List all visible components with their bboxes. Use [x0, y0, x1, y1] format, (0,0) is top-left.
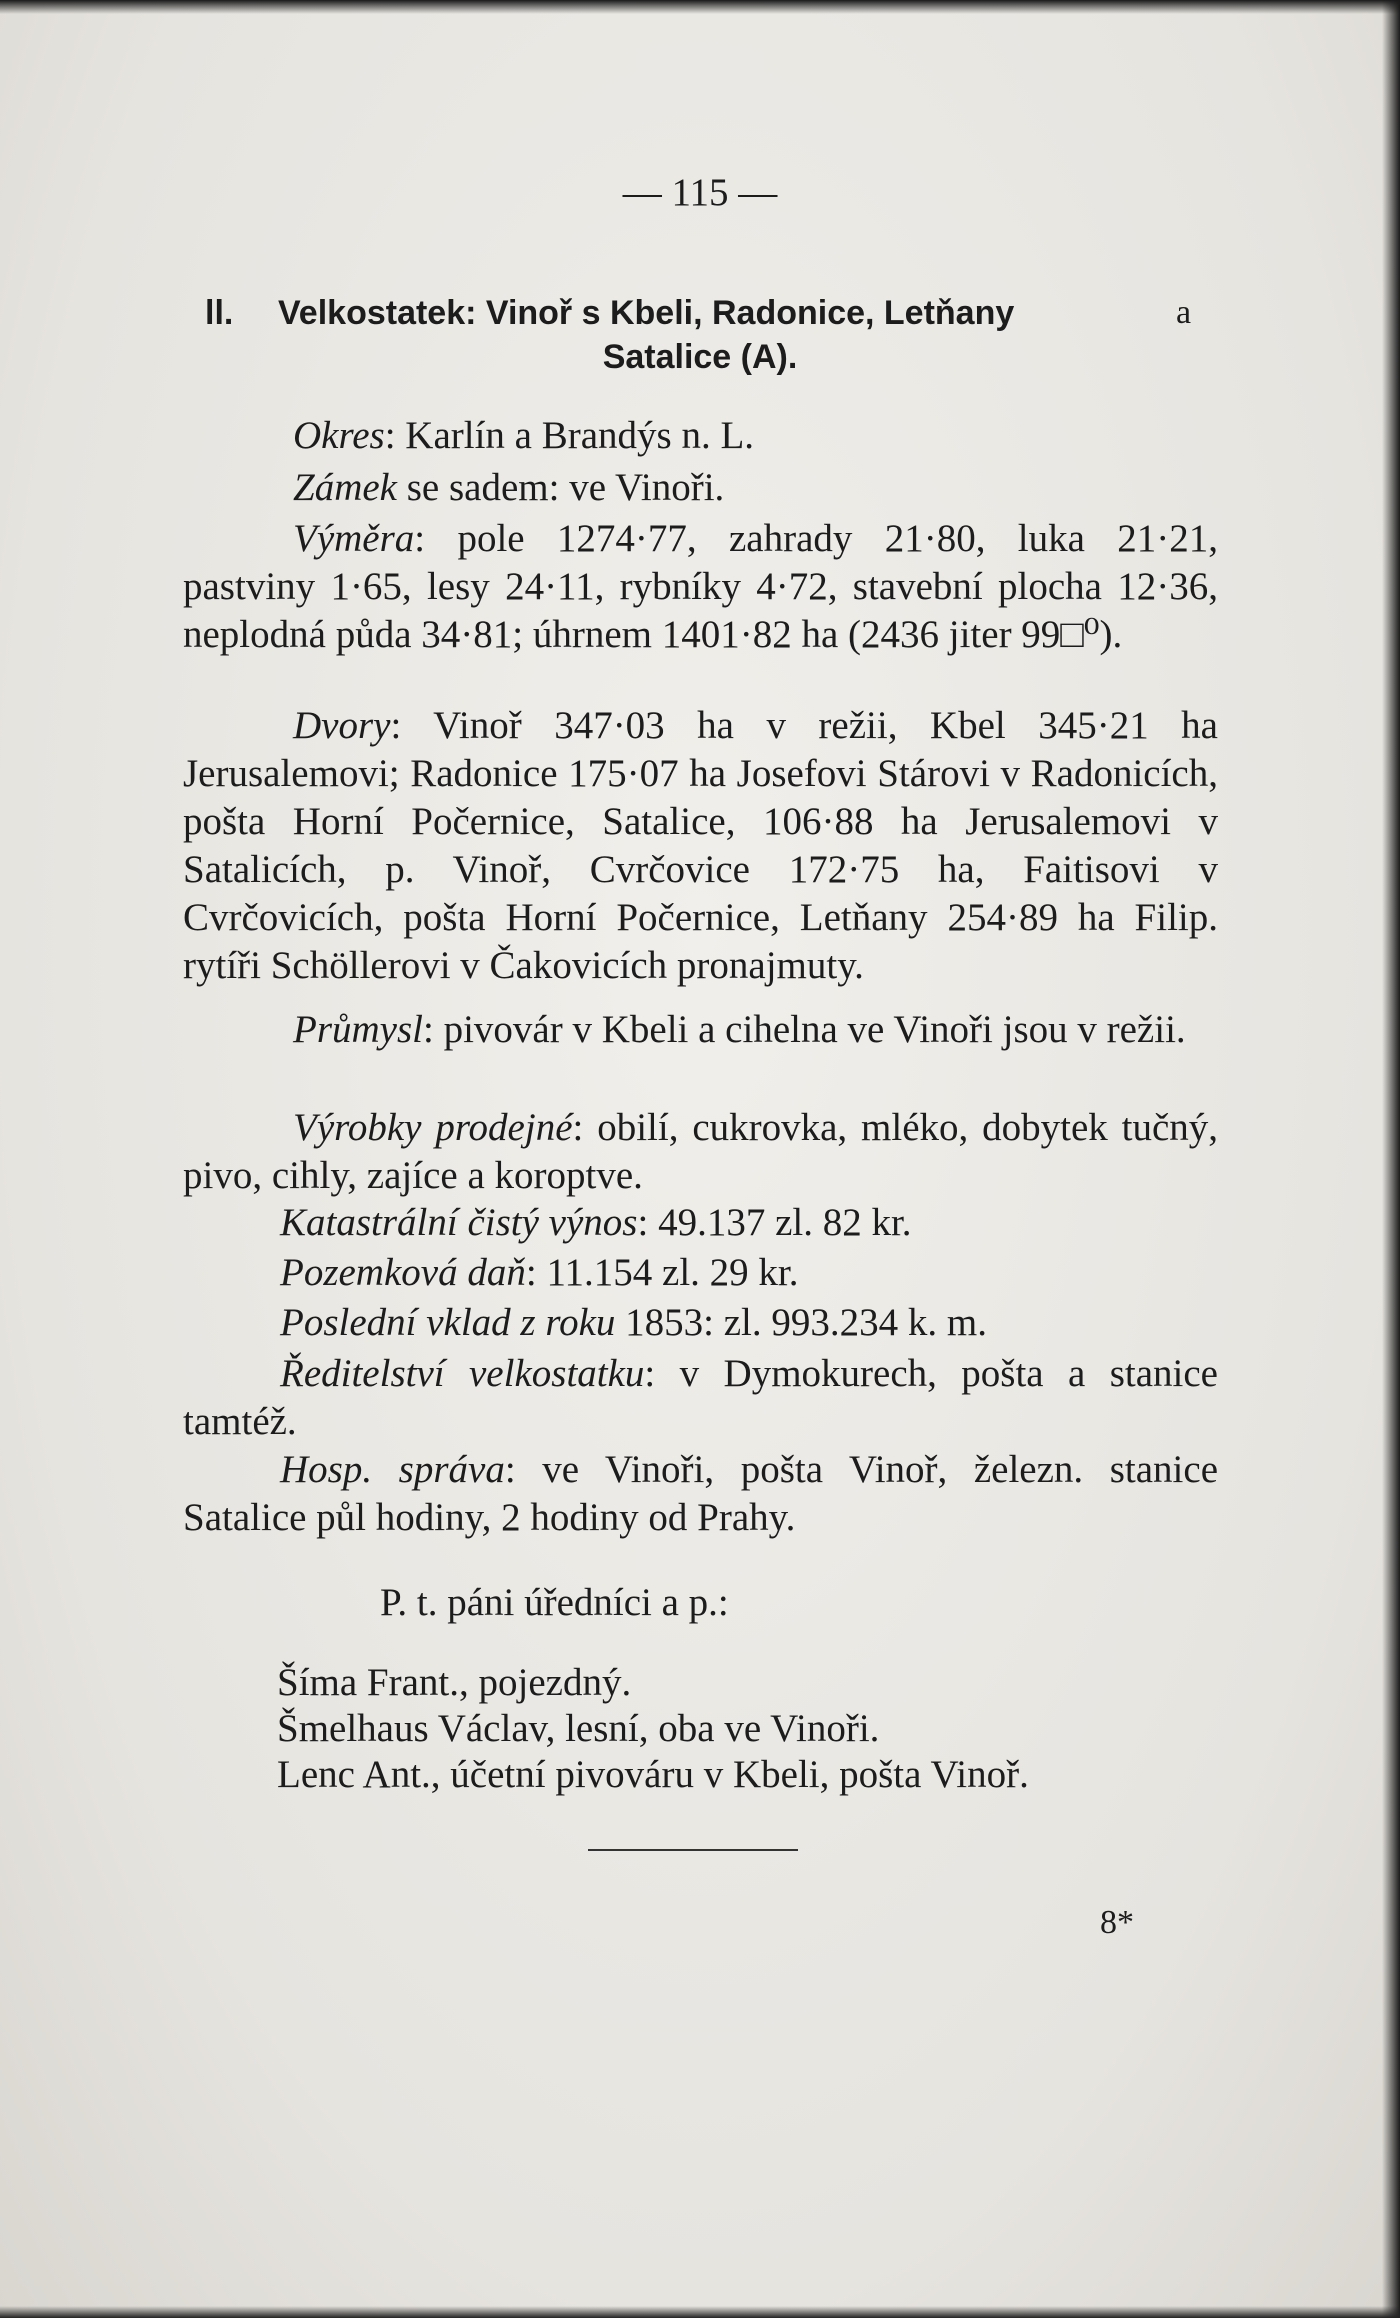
scan-edge-bottom — [0, 2306, 1400, 2318]
entry-label: Okres — [293, 414, 385, 457]
heading-title-line1: Velkostatek: Vinoř s Kbeli, Radonice, Letňany — [278, 294, 1015, 332]
scan-edge-top — [0, 0, 1400, 14]
entry-label: Pozemková daň — [280, 1251, 526, 1294]
entry-label: Zámek — [293, 466, 397, 509]
entry-label: Katastrální čistý výnos — [280, 1201, 638, 1244]
entry-label: Výrobky prodejné — [293, 1106, 573, 1149]
entry-vyrobky: Výrobky prodejné: obilí, cukrovka, mléko, dobytek tučný, pivo, cihly, zajíce a koroptve. — [183, 1106, 1219, 1197]
official-item: Šmelhaus Václav, lesní, oba ve Vinoři. — [277, 1707, 880, 1750]
official-item: Lenc Ant., účetní pivováru v Kbeli, pošta Vinoř. — [277, 1753, 1029, 1796]
entry-text: pivovár v Kbeli a cihelna ve Vinoři jsou v režii. — [443, 1008, 1186, 1051]
entry-text: pole 1274·77, zahrady 21·80, luka 21·21, pastviny 1·65, lesy 24·11, rybníky 4·72, stavební plocha 12·36, neplodná půda 34·81; úhrnem 1401·82 ha (2436 jiter 99□⁰). — [183, 517, 1219, 656]
entry-text: v Dymokurech, pošta a stanice tamtéž. — [183, 1352, 1218, 1443]
entry-text: 1853: zl. 993.234 k. m. — [625, 1301, 987, 1344]
entry-label: Výměra — [293, 517, 415, 560]
entry-label: Dvory — [293, 704, 391, 747]
entry-vymera: Výměra: pole 1274·77, zahrady 21·80, luka 21·21, pastviny 1·65, lesy 24·11, rybníky 4·72, stavební plocha 12·36, neplodná půda 34·81; úhrnem 1401·82 ha (2436 jiter 99□⁰). — [183, 517, 1219, 656]
entry-dvory: Dvory: Vinoř 347·03 ha v režii, Kbel 345·21 ha Jerusalemovi; Radonice 175·07 ha Josefovi Stárovi v Radonicích, pošta Horní Počernice, Satalice, 106·88 ha Jerusalemovi v Satalicích, p. Vinoř, Cvrčovice 172·75 ha, Faitisovi v Cvrčovicích, pošta Horní Počernice, Letňany 254·89 ha Filip. rytíři Schöllerovi v Čakovicích pronajmuty. — [183, 704, 1218, 987]
entry-text: Vinoř 347·03 ha v režii, Kbel 345·21 ha Jerusalemovi; Radonice 175·07 ha Josefovi Stárovi v Radonicích, pošta Horní Počernice, Satalice, 106·88 ha Jerusalemovi v Satalicích, p. Vinoř, Cvrčovice 172·75 ha, Faitisovi v Cvrčovicích, pošta Horní Počernice, Letňany 254·89 ha Filip. rytíři Schöllerovi v Čakovicích pronajmuty. — [183, 704, 1218, 987]
entry-label: Ředitelství velkostatku — [280, 1352, 645, 1395]
signature-mark: 8* — [1100, 1904, 1134, 1941]
entry-hosp-sprava: Hosp. správa: ve Vinoři, pošta Vinoř, železn. stanice Satalice půl hodiny, 2 hodiny od Prahy. — [183, 1448, 1218, 1539]
heading-conjunction: a — [1176, 294, 1192, 331]
heading-title-line2: Satalice (A). — [602, 338, 798, 376]
entry-reditelstvi: Ředitelství velkostatku: v Dymokurech, pošta a stanice tamtéž. — [183, 1352, 1218, 1443]
entry-posledni-vklad — [280, 1300, 987, 1346]
entry-label: Průmysl — [293, 1008, 423, 1051]
scan-edge-right — [1382, 0, 1400, 2318]
entry-pozemkova: Pozemková daň: 11.154 zl. 29 kr. — [280, 1251, 799, 1294]
entry-text: ve Vinoři, pošta Vinoř, železn. stanice Satalice půl hodiny, 2 hodiny od Prahy. — [183, 1448, 1218, 1539]
entry-label: Poslední vklad z roku — [280, 1301, 616, 1344]
entry-okres: Okres: Karlín a Brandýs n. L. — [293, 414, 755, 457]
entry-text: se sadem: ve Vinoři. — [406, 466, 725, 509]
entry-text: 11.154 zl. 29 kr. — [546, 1251, 799, 1294]
entry-katastralni: Katastrální čistý výnos: 49.137 zl. 82 kr. — [280, 1201, 912, 1244]
entry-text: Karlín a Brandýs n. L. — [405, 414, 755, 457]
entry-prumysl: Průmysl: pivovár v Kbeli a cihelna ve Vinoři jsou v režii. — [293, 1008, 1186, 1051]
officials-heading: P. t. páni úředníci a p.: — [380, 1581, 729, 1624]
page-number: — 115 — — [622, 171, 778, 214]
entry-text: obilí, cukrovka, mléko, dobytek tučný, pivo, cihly, zajíce a koroptve. — [183, 1106, 1219, 1197]
official-item: Šíma Frant., pojezdný. — [277, 1661, 632, 1704]
entry-text: 49.137 zl. 82 kr. — [658, 1201, 912, 1244]
entry-zamek — [293, 465, 724, 511]
separator-rule — [588, 1849, 798, 1851]
entry-label: Hosp. správa — [280, 1448, 505, 1491]
heading-number: ll. — [205, 294, 234, 332]
